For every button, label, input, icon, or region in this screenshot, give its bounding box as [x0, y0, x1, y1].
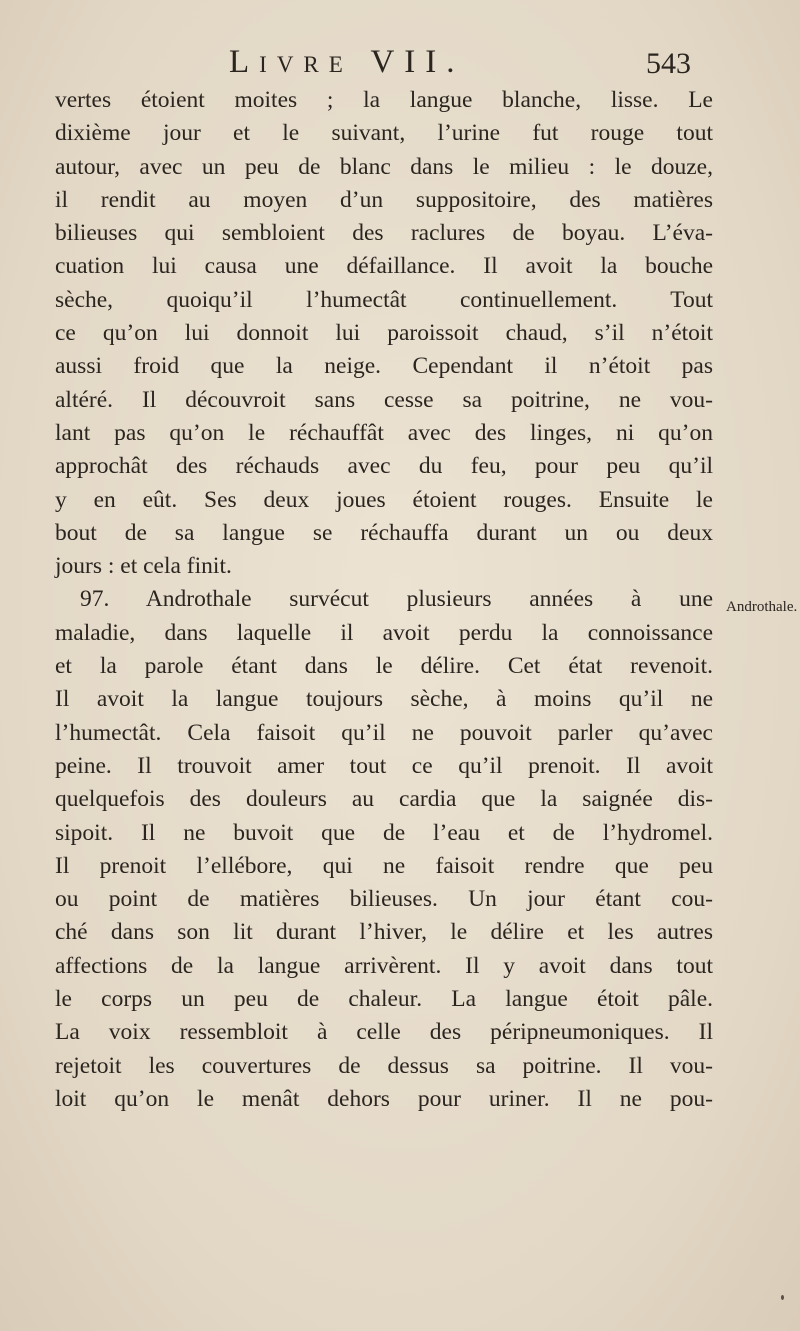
text-line: cuation lui causa une défaillance. Il avoit la bouche — [55, 253, 713, 280]
text-line: loit qu’on le menât dehors pour uriner. Il ne pou- — [55, 1085, 713, 1112]
text-line: Il prenoit l’ellébore, qui ne faisoit rendre que peu — [55, 852, 713, 879]
page-header — [229, 42, 691, 82]
text-line: dixième jour et le suivant, l’urine fut rouge tout — [55, 120, 713, 147]
text-line: le corps un peu de chaleur. La langue étoit pâle. — [55, 986, 713, 1013]
text-line: peine. Il trouvoit amer tout ce qu’il prenoit. Il avoit — [55, 752, 713, 779]
text-line: vertes étoient moites ; la langue blanche, lisse. Le — [55, 87, 713, 113]
text-line: sipoit. Il ne buvoit que de l’eau et de l’hydromel. — [55, 819, 713, 846]
text-line: ce qu’on lui donnoit lui paroissoit chaud, s’il n’étoit — [55, 320, 713, 347]
text-line: rejetoit les couvertures de dessus sa poitrine. Il vou- — [55, 1052, 713, 1079]
ink-speck — [781, 1295, 784, 1300]
text-line: bilieuses qui sembloient des raclures de boyau. L’éva- — [55, 220, 713, 247]
text-line: et la parole étant dans le délire. Cet état revenoit. — [55, 653, 713, 680]
text-line: autour, avec un peu de blanc dans le milieu : le douze, — [55, 153, 713, 180]
text-line: Il avoit la langue toujours sèche, à moins qu’il ne — [55, 686, 713, 713]
text-line: il rendit au moyen d’un suppositoire, des matières — [55, 186, 713, 213]
running-title: Livre VII. — [229, 44, 465, 80]
text-line: ou point de matières bilieuses. Un jour étant cou- — [55, 886, 713, 913]
text-line: aussi froid que la neige. Cependant il n’étoit pas — [55, 353, 713, 380]
text-line: La voix ressembloit à celle des péripneumoniques. Il — [55, 1019, 713, 1046]
text-line: bout de sa langue se réchauffa durant un ou deux — [55, 519, 713, 546]
page-number: 543 — [646, 47, 691, 80]
text-line: l’humectât. Cela faisoit qu’il ne pouvoit parler qu’avec — [55, 719, 713, 746]
body-text — [55, 84, 713, 1116]
text-line: maladie, dans laquelle il avoit perdu la connoissance — [55, 619, 713, 646]
text-line: ché dans son lit durant l’hiver, le délire et les autres — [55, 919, 713, 946]
text-line: y en eût. Ses deux joues étoient rouges. Ensuite le — [55, 486, 713, 513]
text-line: lant pas qu’on le réchauffât avec des linges, ni qu’on — [55, 419, 713, 446]
text-line: approchât des réchauds avec du feu, pour peu qu’il — [55, 453, 713, 480]
text-line: altéré. Il découvroit sans cesse sa poitrine, ne vou- — [55, 386, 713, 413]
text-line: affections de la langue arrivèrent. Il y avoit dans tout — [55, 952, 713, 979]
margin-note: Androthale. — [726, 599, 798, 615]
text-line: jours : et cela finit. — [55, 553, 232, 580]
paragraph-start-line: 97. Androthale survécut plusieurs années à une — [80, 586, 713, 613]
text-line: quelquefois des douleurs au cardia que la saignée dis- — [55, 786, 713, 813]
text-line: sèche, quoiqu’il l’humectât continuellement. Tout — [55, 286, 713, 313]
